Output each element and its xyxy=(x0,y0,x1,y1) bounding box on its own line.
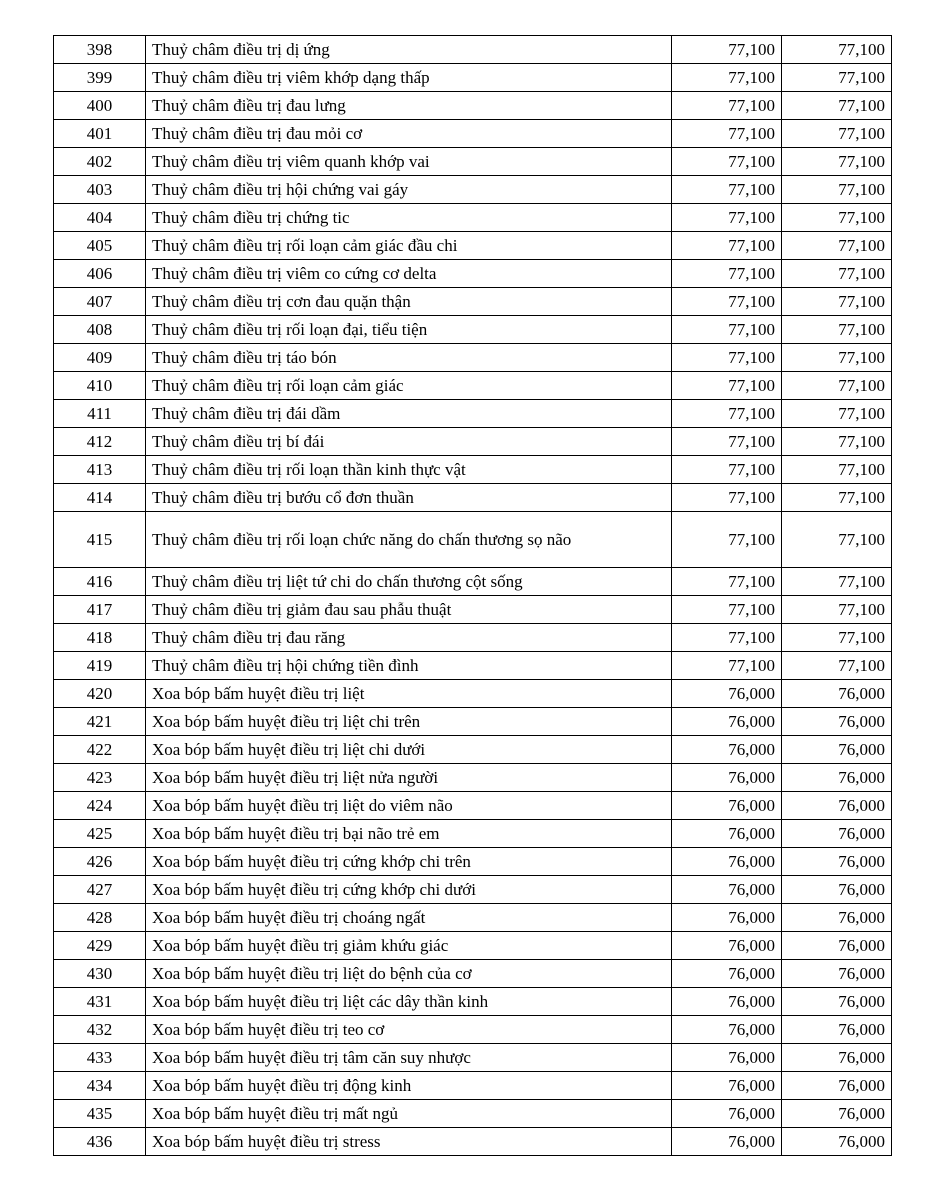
table-row xyxy=(54,232,892,260)
price-cell-a: 76,000 xyxy=(672,680,782,708)
price-cell-a: 76,000 xyxy=(672,1128,782,1156)
service-name-cell: Thuỷ châm điều trị bướu cổ đơn thuần xyxy=(146,484,672,512)
row-number-cell: 426 xyxy=(54,848,146,876)
price-cell-a: 77,100 xyxy=(672,260,782,288)
service-name-cell: Thuỷ châm điều trị dị ứng xyxy=(146,36,672,64)
row-number-cell: 417 xyxy=(54,596,146,624)
row-number-cell: 423 xyxy=(54,764,146,792)
price-cell-b: 77,100 xyxy=(782,288,892,316)
table-row xyxy=(54,792,892,820)
price-cell-a: 76,000 xyxy=(672,792,782,820)
price-cell-a: 76,000 xyxy=(672,736,782,764)
price-cell-a: 76,000 xyxy=(672,1072,782,1100)
price-cell-a: 77,100 xyxy=(672,652,782,680)
table-row xyxy=(54,960,892,988)
price-cell-b: 77,100 xyxy=(782,372,892,400)
price-cell-b: 77,100 xyxy=(782,204,892,232)
price-table xyxy=(53,35,892,1156)
table-row xyxy=(54,708,892,736)
row-number-cell: 405 xyxy=(54,232,146,260)
row-number-cell: 400 xyxy=(54,92,146,120)
price-cell-b: 77,100 xyxy=(782,344,892,372)
price-cell-b: 76,000 xyxy=(782,764,892,792)
price-cell-a: 77,100 xyxy=(672,344,782,372)
price-cell-a: 77,100 xyxy=(672,204,782,232)
row-number-cell: 418 xyxy=(54,624,146,652)
table-row xyxy=(54,1016,892,1044)
table-row xyxy=(54,484,892,512)
price-cell-a: 77,100 xyxy=(672,624,782,652)
table-row xyxy=(54,848,892,876)
service-name-cell: Xoa bóp bấm huyệt điều trị mất ngủ xyxy=(146,1100,672,1128)
row-number-cell: 416 xyxy=(54,568,146,596)
service-name-cell: Thuỷ châm điều trị hội chứng tiền đình xyxy=(146,652,672,680)
row-number-cell: 432 xyxy=(54,1016,146,1044)
row-number-cell: 401 xyxy=(54,120,146,148)
price-cell-a: 76,000 xyxy=(672,820,782,848)
table-row xyxy=(54,120,892,148)
service-name-cell: Thuỷ châm điều trị táo bón xyxy=(146,344,672,372)
service-name-cell: Xoa bóp bấm huyệt điều trị bại não trẻ em xyxy=(146,820,672,848)
price-cell-b: 76,000 xyxy=(782,988,892,1016)
row-number-cell: 429 xyxy=(54,932,146,960)
price-cell-a: 77,100 xyxy=(672,176,782,204)
service-name-cell: Xoa bóp bấm huyệt điều trị liệt xyxy=(146,680,672,708)
row-number-cell: 433 xyxy=(54,1044,146,1072)
table-row xyxy=(54,1044,892,1072)
price-cell-a: 76,000 xyxy=(672,932,782,960)
row-number-cell: 428 xyxy=(54,904,146,932)
table-row xyxy=(54,988,892,1016)
service-name-cell: Xoa bóp bấm huyệt điều trị giảm khứu giác xyxy=(146,932,672,960)
service-name-cell: Thuỷ châm điều trị rối loạn cảm giác đầu chi xyxy=(146,232,672,260)
service-name-cell: Thuỷ châm điều trị rối loạn chức năng do chấn thương sọ não xyxy=(146,512,672,568)
service-name-cell: Thuỷ châm điều trị giảm đau sau phẫu thuật xyxy=(146,596,672,624)
service-name-cell: Xoa bóp bấm huyệt điều trị cứng khớp chi dưới xyxy=(146,876,672,904)
price-cell-a: 77,100 xyxy=(672,64,782,92)
price-cell-a: 77,100 xyxy=(672,92,782,120)
service-name-cell: Thuỷ châm điều trị bí đái xyxy=(146,428,672,456)
service-name-cell: Xoa bóp bấm huyệt điều trị liệt do bệnh của cơ xyxy=(146,960,672,988)
price-cell-b: 77,100 xyxy=(782,36,892,64)
price-table-body xyxy=(54,36,892,1156)
price-cell-b: 76,000 xyxy=(782,1128,892,1156)
table-row xyxy=(54,512,892,568)
price-cell-b: 77,100 xyxy=(782,456,892,484)
service-name-cell: Thuỷ châm điều trị viêm quanh khớp vai xyxy=(146,148,672,176)
table-row xyxy=(54,316,892,344)
row-number-cell: 427 xyxy=(54,876,146,904)
row-number-cell: 402 xyxy=(54,148,146,176)
table-row xyxy=(54,904,892,932)
price-cell-a: 76,000 xyxy=(672,904,782,932)
service-name-cell: Thuỷ châm điều trị chứng tic xyxy=(146,204,672,232)
price-cell-b: 76,000 xyxy=(782,932,892,960)
table-row xyxy=(54,204,892,232)
row-number-cell: 421 xyxy=(54,708,146,736)
row-number-cell: 409 xyxy=(54,344,146,372)
row-number-cell: 425 xyxy=(54,820,146,848)
price-cell-b: 77,100 xyxy=(782,484,892,512)
service-name-cell: Xoa bóp bấm huyệt điều trị liệt nửa người xyxy=(146,764,672,792)
price-cell-b: 76,000 xyxy=(782,904,892,932)
row-number-cell: 414 xyxy=(54,484,146,512)
price-cell-b: 76,000 xyxy=(782,708,892,736)
price-cell-a: 77,100 xyxy=(672,428,782,456)
table-row xyxy=(54,148,892,176)
table-row xyxy=(54,400,892,428)
row-number-cell: 403 xyxy=(54,176,146,204)
price-cell-b: 77,100 xyxy=(782,624,892,652)
table-row xyxy=(54,736,892,764)
row-number-cell: 435 xyxy=(54,1100,146,1128)
price-cell-b: 77,100 xyxy=(782,596,892,624)
table-row xyxy=(54,176,892,204)
price-cell-a: 77,100 xyxy=(672,288,782,316)
row-number-cell: 412 xyxy=(54,428,146,456)
price-cell-a: 77,100 xyxy=(672,120,782,148)
price-cell-a: 77,100 xyxy=(672,512,782,568)
price-cell-b: 76,000 xyxy=(782,960,892,988)
price-cell-b: 77,100 xyxy=(782,148,892,176)
service-name-cell: Thuỷ châm điều trị viêm co cứng cơ delta xyxy=(146,260,672,288)
row-number-cell: 410 xyxy=(54,372,146,400)
price-cell-a: 76,000 xyxy=(672,1044,782,1072)
price-cell-b: 77,100 xyxy=(782,260,892,288)
price-cell-b: 76,000 xyxy=(782,792,892,820)
row-number-cell: 415 xyxy=(54,512,146,568)
price-cell-a: 77,100 xyxy=(672,484,782,512)
price-cell-a: 77,100 xyxy=(672,232,782,260)
row-number-cell: 436 xyxy=(54,1128,146,1156)
table-row xyxy=(54,36,892,64)
price-cell-b: 76,000 xyxy=(782,1016,892,1044)
row-number-cell: 399 xyxy=(54,64,146,92)
table-row xyxy=(54,1128,892,1156)
price-cell-b: 77,100 xyxy=(782,64,892,92)
service-name-cell: Xoa bóp bấm huyệt điều trị choáng ngất xyxy=(146,904,672,932)
table-row xyxy=(54,1100,892,1128)
row-number-cell: 407 xyxy=(54,288,146,316)
price-cell-b: 77,100 xyxy=(782,316,892,344)
price-cell-b: 76,000 xyxy=(782,1044,892,1072)
price-cell-a: 76,000 xyxy=(672,848,782,876)
row-number-cell: 413 xyxy=(54,456,146,484)
row-number-cell: 434 xyxy=(54,1072,146,1100)
price-cell-a: 77,100 xyxy=(672,400,782,428)
service-name-cell: Thuỷ châm điều trị cơn đau quặn thận xyxy=(146,288,672,316)
table-row xyxy=(54,372,892,400)
price-cell-b: 77,100 xyxy=(782,568,892,596)
row-number-cell: 411 xyxy=(54,400,146,428)
service-name-cell: Thuỷ châm điều trị rối loạn cảm giác xyxy=(146,372,672,400)
row-number-cell: 419 xyxy=(54,652,146,680)
price-cell-b: 76,000 xyxy=(782,1072,892,1100)
price-cell-a: 76,000 xyxy=(672,988,782,1016)
price-cell-b: 76,000 xyxy=(782,848,892,876)
table-row xyxy=(54,64,892,92)
price-cell-b: 77,100 xyxy=(782,400,892,428)
price-cell-a: 76,000 xyxy=(672,764,782,792)
service-name-cell: Xoa bóp bấm huyệt điều trị teo cơ xyxy=(146,1016,672,1044)
price-cell-a: 77,100 xyxy=(672,456,782,484)
row-number-cell: 424 xyxy=(54,792,146,820)
service-name-cell: Thuỷ châm điều trị đau lưng xyxy=(146,92,672,120)
service-name-cell: Thuỷ châm điều trị liệt tứ chi do chấn thương cột sống xyxy=(146,568,672,596)
service-name-cell: Thuỷ châm điều trị hội chứng vai gáy xyxy=(146,176,672,204)
service-name-cell: Xoa bóp bấm huyệt điều trị liệt các dây thần kinh xyxy=(146,988,672,1016)
price-cell-b: 77,100 xyxy=(782,652,892,680)
price-cell-b: 77,100 xyxy=(782,120,892,148)
service-name-cell: Thuỷ châm điều trị viêm khớp dạng thấp xyxy=(146,64,672,92)
row-number-cell: 406 xyxy=(54,260,146,288)
service-name-cell: Xoa bóp bấm huyệt điều trị stress xyxy=(146,1128,672,1156)
service-name-cell: Xoa bóp bấm huyệt điều trị liệt chi dưới xyxy=(146,736,672,764)
price-cell-a: 76,000 xyxy=(672,1016,782,1044)
price-cell-a: 77,100 xyxy=(672,596,782,624)
price-cell-b: 76,000 xyxy=(782,736,892,764)
table-row xyxy=(54,680,892,708)
table-row xyxy=(54,428,892,456)
service-name-cell: Thuỷ châm điều trị đau răng xyxy=(146,624,672,652)
row-number-cell: 430 xyxy=(54,960,146,988)
price-cell-a: 76,000 xyxy=(672,960,782,988)
service-name-cell: Thuỷ châm điều trị đái dầm xyxy=(146,400,672,428)
table-row xyxy=(54,260,892,288)
service-name-cell: Thuỷ châm điều trị rối loạn thần kinh thực vật xyxy=(146,456,672,484)
price-cell-b: 77,100 xyxy=(782,232,892,260)
row-number-cell: 398 xyxy=(54,36,146,64)
price-cell-a: 76,000 xyxy=(672,1100,782,1128)
table-row xyxy=(54,596,892,624)
price-cell-b: 77,100 xyxy=(782,512,892,568)
table-row xyxy=(54,456,892,484)
table-row xyxy=(54,92,892,120)
service-name-cell: Xoa bóp bấm huyệt điều trị tâm căn suy nhược xyxy=(146,1044,672,1072)
service-name-cell: Xoa bóp bấm huyệt điều trị cứng khớp chi trên xyxy=(146,848,672,876)
table-row xyxy=(54,568,892,596)
service-name-cell: Xoa bóp bấm huyệt điều trị liệt chi trên xyxy=(146,708,672,736)
row-number-cell: 422 xyxy=(54,736,146,764)
price-cell-a: 76,000 xyxy=(672,708,782,736)
price-cell-a: 76,000 xyxy=(672,876,782,904)
row-number-cell: 404 xyxy=(54,204,146,232)
table-row xyxy=(54,820,892,848)
price-cell-b: 77,100 xyxy=(782,92,892,120)
price-cell-b: 77,100 xyxy=(782,428,892,456)
table-row xyxy=(54,876,892,904)
table-row xyxy=(54,288,892,316)
table-row xyxy=(54,932,892,960)
price-cell-a: 77,100 xyxy=(672,316,782,344)
row-number-cell: 408 xyxy=(54,316,146,344)
service-name-cell: Xoa bóp bấm huyệt điều trị liệt do viêm não xyxy=(146,792,672,820)
price-cell-a: 77,100 xyxy=(672,568,782,596)
row-number-cell: 420 xyxy=(54,680,146,708)
price-cell-b: 76,000 xyxy=(782,680,892,708)
price-cell-b: 76,000 xyxy=(782,820,892,848)
price-cell-b: 76,000 xyxy=(782,1100,892,1128)
table-row xyxy=(54,1072,892,1100)
row-number-cell: 431 xyxy=(54,988,146,1016)
service-name-cell: Thuỷ châm điều trị đau mỏi cơ xyxy=(146,120,672,148)
table-row xyxy=(54,652,892,680)
price-cell-a: 77,100 xyxy=(672,148,782,176)
service-name-cell: Thuỷ châm điều trị rối loạn đại, tiểu tiện xyxy=(146,316,672,344)
table-row xyxy=(54,764,892,792)
price-cell-b: 77,100 xyxy=(782,176,892,204)
price-cell-a: 77,100 xyxy=(672,372,782,400)
price-cell-b: 76,000 xyxy=(782,876,892,904)
table-row xyxy=(54,624,892,652)
service-name-cell: Xoa bóp bấm huyệt điều trị động kinh xyxy=(146,1072,672,1100)
price-cell-a: 77,100 xyxy=(672,36,782,64)
table-row xyxy=(54,344,892,372)
